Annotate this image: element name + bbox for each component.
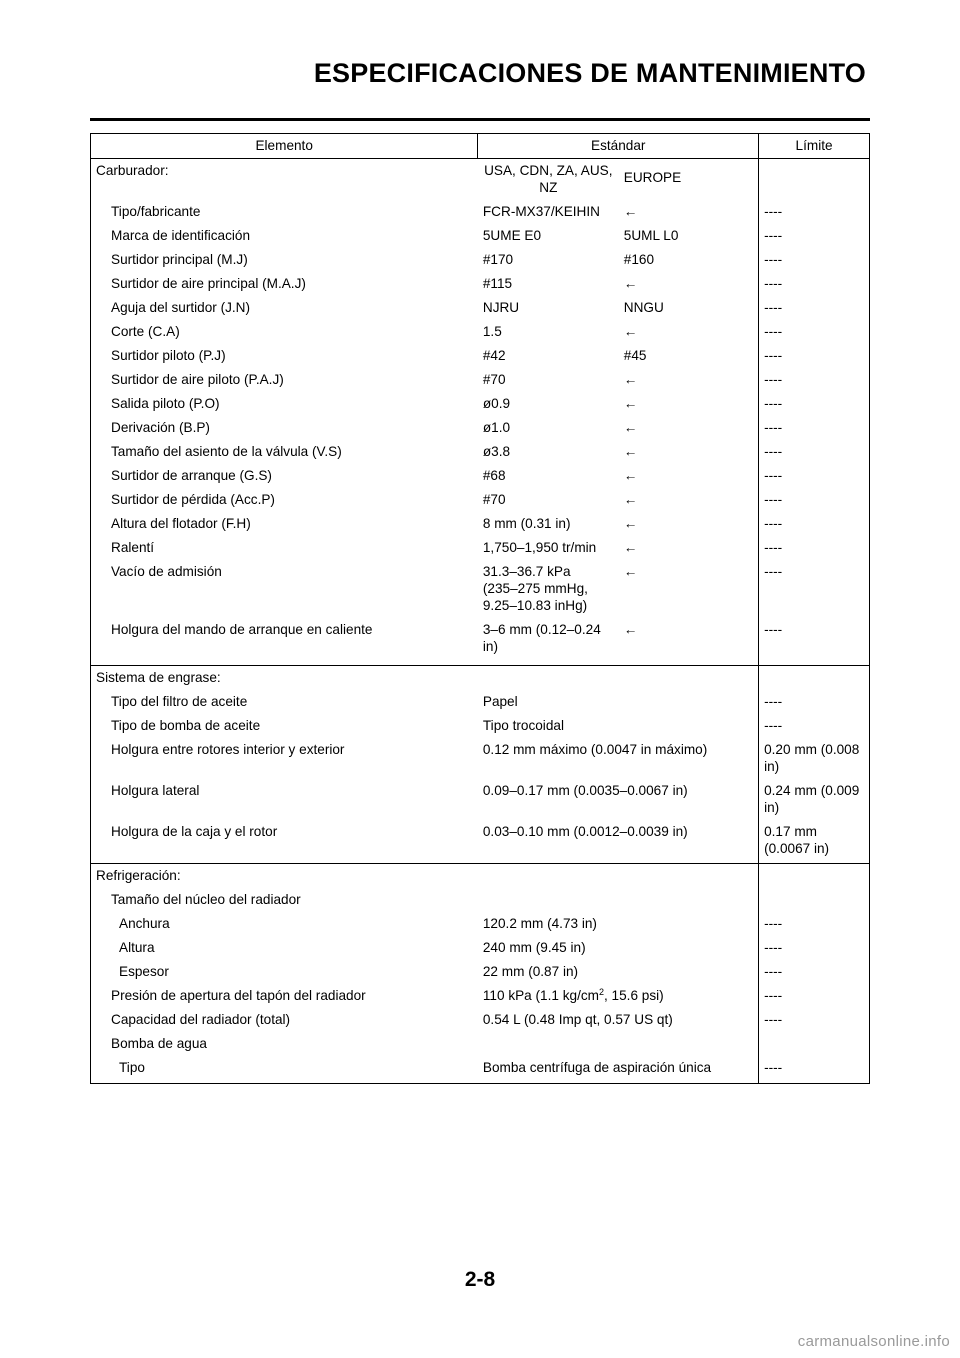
standard-cell	[478, 864, 759, 889]
standard-usa-cell: NJRU	[482, 300, 520, 315]
standard-usa-cell: 1.5	[482, 324, 502, 339]
table-row	[91, 344, 870, 368]
limit-cell: ----	[759, 512, 870, 536]
table-row	[91, 200, 870, 224]
table-row	[91, 488, 870, 512]
row-label: Holgura de la caja y el rotor	[111, 824, 278, 839]
row-label: Holgura lateral	[111, 783, 200, 798]
row-label: Tipo del filtro de aceite	[111, 694, 248, 709]
standard-europe-cell: ←	[623, 468, 638, 483]
standard-europe-cell: ←	[623, 420, 638, 435]
limit-cell: ----	[759, 560, 870, 618]
limit-cell	[759, 864, 870, 889]
table-row	[91, 536, 870, 560]
row-label: Surtidor de aire principal (M.A.J)	[111, 276, 306, 291]
standard-europe-cell: ←	[623, 540, 638, 555]
standard-europe-cell: ←	[623, 276, 638, 291]
limit-cell: 0.20 mm (0.008 in)	[759, 738, 870, 779]
limit-cell: ----	[759, 960, 870, 984]
row-label: Derivación (B.P)	[111, 420, 210, 435]
standard-cell: Tipo trocoidal	[482, 718, 564, 733]
standard-usa-cell: #70	[482, 372, 506, 387]
table-header-row	[91, 134, 870, 159]
limit-cell: ----	[759, 392, 870, 416]
row-label: Espesor	[119, 964, 169, 979]
limit-cell: ----	[759, 984, 870, 1008]
limit-cell: ----	[759, 912, 870, 936]
standard-europe-cell: NNGU	[623, 300, 664, 315]
standard-europe-cell: ←	[623, 444, 638, 459]
table-row	[91, 984, 870, 1008]
row-label: Marca de identificación	[111, 228, 251, 243]
row-label: Tipo	[119, 1060, 145, 1075]
table-row	[91, 960, 870, 984]
standard-europe-cell: ←	[623, 396, 638, 411]
standard-europe-cell: ←	[623, 564, 638, 579]
watermark: carmanualsonline.info	[797, 1333, 950, 1350]
table-row	[91, 738, 870, 779]
table-row	[91, 248, 870, 272]
standard-europe-cell: ←	[623, 204, 638, 219]
spec-table	[90, 133, 870, 1084]
standard-cell: 0.03–0.10 mm (0.0012–0.0039 in)	[482, 824, 688, 839]
row-label: Capacidad del radiador (total)	[111, 1012, 291, 1027]
limit-cell: ----	[759, 1008, 870, 1032]
table-row	[91, 1008, 870, 1032]
standard-usa-cell: #70	[482, 492, 506, 507]
limit-cell	[759, 159, 870, 201]
limit-cell: ----	[759, 488, 870, 512]
table-row	[91, 618, 870, 666]
page-number: 2-8	[464, 1268, 496, 1291]
table-row	[91, 1032, 870, 1056]
row-label: Surtidor piloto (P.J)	[111, 348, 226, 363]
row-label: Surtidor principal (M.J)	[111, 252, 248, 267]
standard-europe-cell: ←	[623, 492, 638, 507]
superscript: 2	[598, 987, 604, 997]
standard-cell: 120.2 mm (4.73 in)	[482, 916, 597, 931]
row-label: Aguja del surtidor (J.N)	[111, 300, 251, 315]
limit-cell: ----	[759, 714, 870, 738]
standard-usa-cell: FCR-MX37/KEIHIN	[482, 204, 600, 219]
standard-usa-cell: 31.3–36.7 kPa (235–275 mmHg, 9.25–10.83 inHg)	[482, 564, 588, 613]
table-row	[91, 690, 870, 714]
standard-cell: 0.54 L (0.48 Imp qt, 0.57 US qt)	[482, 1012, 673, 1027]
table-row	[91, 912, 870, 936]
table-row	[91, 224, 870, 248]
limit-cell: ----	[759, 1056, 870, 1084]
row-label: Tipo de bomba de aceite	[111, 718, 261, 733]
limit-cell: ----	[759, 536, 870, 560]
table-row	[91, 888, 870, 912]
standard-cell	[478, 984, 759, 1008]
standard-europe-cell: 5UML L0	[623, 228, 679, 243]
table-row	[91, 416, 870, 440]
limit-cell: ----	[759, 320, 870, 344]
limit-cell: 0.24 mm (0.009 in)	[759, 779, 870, 820]
col-header-limit: Límite	[759, 134, 870, 159]
col-header-element: Elemento	[91, 134, 478, 159]
limit-cell: ----	[759, 416, 870, 440]
row-label: Presión de apertura del tapón del radiador	[111, 988, 366, 1003]
row-label: Ralentí	[111, 540, 155, 555]
row-label: Anchura	[119, 916, 170, 931]
limit-cell	[759, 1032, 870, 1056]
standard-usa-cell: 5UME E0	[482, 228, 542, 243]
section-heading: Carburador:	[96, 163, 169, 178]
standard-usa-cell: #115	[482, 276, 513, 291]
row-label: Tamaño del núcleo del radiador	[111, 892, 301, 907]
limit-cell: ----	[759, 344, 870, 368]
standard-usa-cell: #68	[482, 468, 506, 483]
standard-cell: 0.12 mm máximo (0.0047 in máximo)	[482, 742, 708, 757]
standard-cell: 240 mm (9.45 in)	[482, 940, 586, 955]
table-row	[91, 392, 870, 416]
standard-usa-cell: ø3.8	[482, 444, 511, 459]
table-row	[91, 820, 870, 864]
table-row	[91, 560, 870, 618]
region-usa-label: USA, CDN, ZA, AUS, NZ	[484, 163, 613, 195]
table-row	[91, 320, 870, 344]
limit-cell: ----	[759, 248, 870, 272]
table-row	[91, 464, 870, 488]
row-label: Altura	[119, 940, 155, 955]
standard-cell	[478, 1032, 759, 1056]
cap-pressure-text-end: , 15.6 psi)	[604, 988, 664, 1003]
section-header-row	[91, 666, 870, 691]
limit-cell: ----	[759, 690, 870, 714]
row-label: Holgura del mando de arranque en caliente	[111, 622, 373, 637]
standard-europe-cell: #45	[623, 348, 647, 363]
row-label: Salida piloto (P.O)	[111, 396, 220, 411]
standard-europe-cell: ←	[623, 372, 638, 387]
limit-cell: ----	[759, 296, 870, 320]
carburetor-section	[91, 159, 870, 666]
limit-cell	[759, 666, 870, 691]
standard-europe-cell: ←	[623, 516, 638, 531]
standard-cell: Bomba centrífuga de aspiración única	[482, 1060, 712, 1075]
standard-europe-cell: ←	[623, 324, 638, 339]
standard-usa-cell: 8 mm (0.31 in)	[482, 516, 571, 531]
row-label: Vacío de admisión	[111, 564, 222, 579]
col-header-standard: Estándar	[478, 134, 759, 159]
limit-cell: ----	[759, 936, 870, 960]
table-row	[91, 1056, 870, 1084]
row-label: Surtidor de pérdida (Acc.P)	[111, 492, 275, 507]
row-label: Tamaño del asiento de la válvula (V.S)	[111, 444, 342, 459]
lubrication-section	[91, 666, 870, 864]
section-heading: Refrigeración:	[96, 868, 181, 883]
table-row	[91, 272, 870, 296]
standard-europe-cell: ←	[623, 622, 638, 637]
limit-cell: ----	[759, 440, 870, 464]
standard-usa-cell: 3–6 mm (0.12–0.24 in)	[482, 622, 601, 654]
limit-cell: ----	[759, 224, 870, 248]
standard-usa-cell: ø1.0	[482, 420, 511, 435]
row-label: Tipo/fabricante	[111, 204, 201, 219]
row-label: Corte (C.A)	[111, 324, 180, 339]
cooling-section	[91, 864, 870, 1084]
limit-cell: ----	[759, 618, 870, 666]
section-header-row	[91, 864, 870, 889]
row-label: Surtidor de arranque (G.S)	[111, 468, 272, 483]
table-row	[91, 779, 870, 820]
row-label: Bomba de agua	[111, 1036, 207, 1051]
table-row	[91, 512, 870, 536]
standard-cell: 0.09–0.17 mm (0.0035–0.0067 in)	[482, 783, 688, 798]
page-title: ESPECIFICACIONES DE MANTENIMIENTO	[313, 58, 866, 88]
standard-usa-cell: #170	[482, 252, 514, 267]
limit-cell: ----	[759, 272, 870, 296]
standard-cell	[478, 666, 759, 691]
row-label: Altura del flotador (F.H)	[111, 516, 251, 531]
table-row	[91, 440, 870, 464]
standard-europe-cell: #160	[623, 252, 655, 267]
limit-cell	[759, 888, 870, 912]
limit-cell: ----	[759, 368, 870, 392]
table-row	[91, 714, 870, 738]
limit-cell: ----	[759, 200, 870, 224]
cap-pressure-text: 110 kPa (1.1 kg/cm	[482, 988, 599, 1003]
standard-usa-cell: ø0.9	[482, 396, 511, 411]
row-label: Holgura entre rotores interior y exterior	[111, 742, 345, 757]
standard-cell: 22 mm (0.87 in)	[482, 964, 579, 979]
row-label: Surtidor de aire piloto (P.A.J)	[111, 372, 284, 387]
section-header-row	[91, 159, 870, 201]
standard-cell	[478, 888, 759, 912]
region-europe-label: EUROPE	[623, 170, 682, 185]
section-heading: Sistema de engrase:	[96, 670, 221, 685]
standard-usa-cell: #42	[482, 348, 506, 363]
standard-cell: Papel	[482, 694, 518, 709]
standard-usa-cell: 1,750–1,950 tr/min	[482, 540, 597, 555]
limit-cell: 0.17 mm (0.0067 in)	[759, 820, 870, 864]
title-rule	[90, 118, 870, 121]
table-row	[91, 368, 870, 392]
limit-cell: ----	[759, 464, 870, 488]
table-row	[91, 936, 870, 960]
table-row	[91, 296, 870, 320]
